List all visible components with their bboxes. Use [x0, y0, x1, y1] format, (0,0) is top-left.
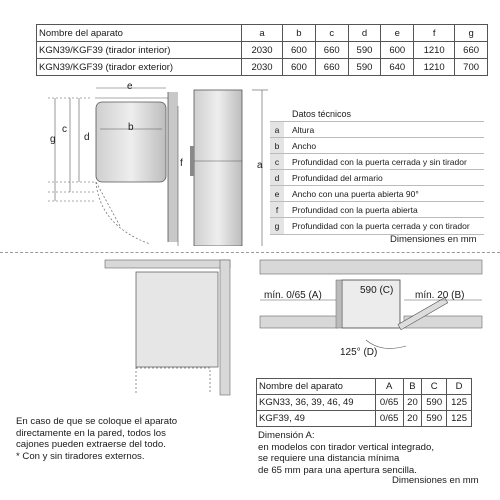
- table-cell: 590: [348, 42, 381, 59]
- table-row: [257, 395, 472, 411]
- table-cell: 600: [283, 42, 316, 59]
- table-row: [37, 59, 488, 76]
- table-header-cell: g: [455, 25, 488, 42]
- list-item: [270, 217, 484, 235]
- note-line: se requiere una distancia mínima: [258, 453, 400, 464]
- tech-data-text: Profundidad con la puerta cerrada y sin tirador: [292, 157, 467, 167]
- tech-data-text: Profundidad del armario: [292, 173, 383, 183]
- dimensions-caption: Dimensiones en mm: [392, 475, 479, 486]
- note-line: * Con y sin tiradores externos.: [16, 450, 145, 462]
- label-c: c: [62, 124, 67, 135]
- table-header-cell: f: [414, 25, 455, 42]
- table-cell: 125: [447, 411, 472, 427]
- table-cell: 660: [455, 42, 488, 59]
- tech-data-text: Altura: [292, 125, 315, 135]
- tech-data-text: Profundidad con la puerta abierta: [292, 205, 418, 215]
- table-cell: 590: [348, 59, 381, 76]
- table-cell: 700: [455, 59, 488, 76]
- label-g: g: [50, 134, 56, 145]
- note-line: cajones pueden extraerse del todo.: [16, 439, 166, 450]
- tech-data-key: b: [270, 138, 284, 154]
- label-b: b: [128, 122, 134, 133]
- table-cell: 20: [403, 395, 422, 411]
- table-cell: 640: [381, 59, 414, 76]
- table-cell: KGN39/KGF39 (tirador interior): [37, 42, 242, 59]
- note-line: de 65 mm para una apertura sencilla.: [258, 464, 417, 476]
- list-item: [270, 121, 484, 138]
- side-view-fridge: [194, 90, 242, 246]
- tech-data-key: f: [270, 202, 284, 218]
- label-d: d: [84, 132, 90, 143]
- tech-data-key: d: [270, 170, 284, 186]
- table-cell: 125: [447, 395, 472, 411]
- table-row: [37, 42, 488, 59]
- label-c-dimension: 590 (C): [360, 285, 394, 296]
- list-item: [270, 153, 484, 170]
- tech-data-title: Datos técnicos: [292, 109, 352, 119]
- table-cell: 2030: [242, 59, 283, 76]
- tech-data-text: Profundidad con la puerta cerrada y con tirador: [292, 221, 470, 231]
- section-divider: [0, 252, 500, 253]
- table-cell: 590: [422, 411, 447, 427]
- label-d-angle: 125° (D): [340, 347, 378, 358]
- table-header-cell: A: [375, 379, 403, 395]
- tech-data-text: Ancho: [292, 141, 317, 151]
- label-f: f: [180, 158, 183, 169]
- note-line: En caso de que se coloque el aparato: [16, 416, 178, 427]
- table-header-cell: Nombre del aparato: [37, 25, 242, 42]
- table-header-cell: a: [242, 25, 283, 42]
- tech-data-key: a: [270, 122, 284, 138]
- tech-data-key: e: [270, 186, 284, 202]
- fridge-dimension-diagram: [0, 76, 275, 246]
- label-e: e: [127, 81, 133, 92]
- table-cell: 660: [315, 42, 348, 59]
- note-line: Dimensión A:: [258, 430, 315, 441]
- list-item: [270, 185, 484, 202]
- table-cell: 600: [381, 42, 414, 59]
- table-header-cell: b: [283, 25, 316, 42]
- table-cell: 1210: [414, 42, 455, 59]
- table-cell: 0/65: [375, 411, 403, 427]
- table-header-row: [257, 379, 472, 395]
- table-cell: 590: [422, 395, 447, 411]
- niche-dimensions-table: [256, 378, 472, 427]
- table-header-cell: C: [422, 379, 447, 395]
- tech-data-key: g: [270, 218, 284, 234]
- table-cell: 660: [315, 59, 348, 76]
- table-cell: 1210: [414, 59, 455, 76]
- table-header-row: [37, 25, 488, 42]
- list-item: [270, 201, 484, 218]
- tech-data-text: Ancho con una puerta abierta 90°: [292, 189, 419, 199]
- appliance-dimensions-table: [36, 24, 488, 76]
- table-cell: KGF39, 49: [257, 411, 376, 427]
- dimension-a-note: [258, 430, 434, 476]
- table-header-cell: c: [315, 25, 348, 42]
- table-row: [257, 411, 472, 427]
- wall-installation-diagram: [100, 258, 240, 398]
- table-header-cell: B: [403, 379, 422, 395]
- label-a: a: [257, 160, 263, 171]
- door-swing-arc: [96, 182, 150, 244]
- table-cell: KGN39/KGF39 (tirador exterior): [37, 59, 242, 76]
- tech-data-key: c: [270, 154, 284, 170]
- dimensions-caption: Dimensiones en mm: [390, 234, 477, 245]
- note-line: en modelos con tirador vertical integrado,: [258, 441, 434, 453]
- label-min-left: mín. 0/65 (A): [264, 290, 322, 301]
- plan-view-fridge: [96, 102, 166, 182]
- table-header-cell: d: [348, 25, 381, 42]
- table-header-cell: e: [381, 25, 414, 42]
- table-cell: 2030: [242, 42, 283, 59]
- label-min-right: mín. 20 (B): [415, 290, 465, 301]
- table-cell: 600: [283, 59, 316, 76]
- table-header-cell: D: [447, 379, 472, 395]
- wall-placement-note: [16, 416, 177, 462]
- table-cell: 0/65: [375, 395, 403, 411]
- table-header-cell: Nombre del aparato: [257, 379, 376, 395]
- table-cell: KGN33, 36, 39, 46, 49: [257, 395, 376, 411]
- note-line: directamente en la pared, todos los: [16, 427, 166, 439]
- list-item: [270, 137, 484, 154]
- list-item: [270, 169, 484, 186]
- table-cell: 20: [403, 411, 422, 427]
